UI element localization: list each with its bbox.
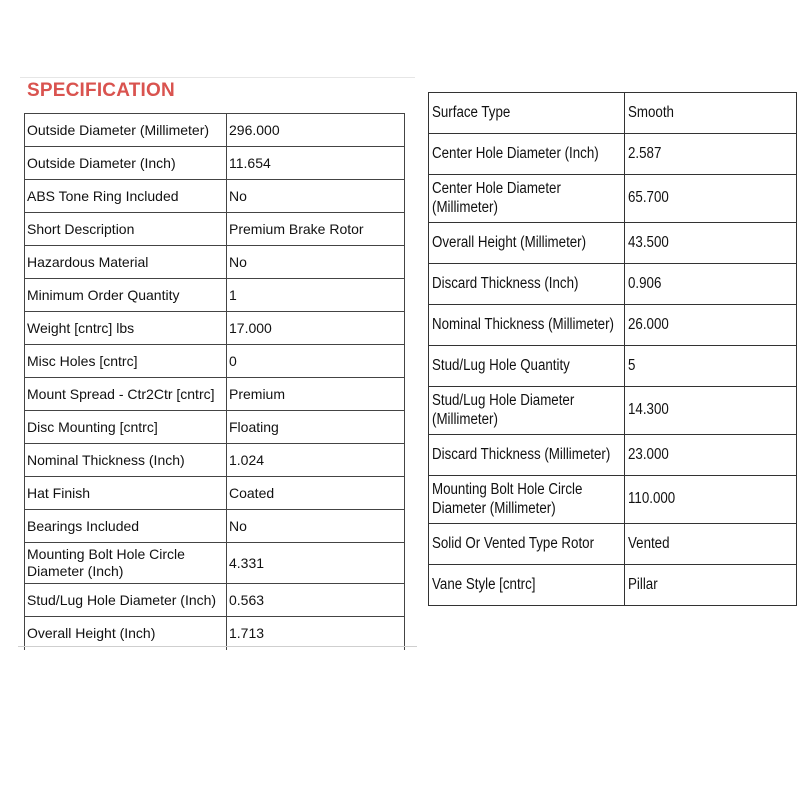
spec-value: 26.000 — [628, 315, 669, 333]
spec-value: 1.024 — [227, 444, 405, 477]
table-row — [429, 175, 797, 223]
spec-value: Pillar — [628, 575, 658, 593]
table-row — [429, 387, 797, 435]
table-row — [25, 114, 405, 147]
spec-value: Coated — [227, 477, 405, 510]
spec-value: 5 — [628, 356, 636, 374]
title-divider — [20, 77, 415, 78]
table-row — [25, 147, 405, 180]
table-row — [429, 476, 797, 524]
table-row — [429, 264, 797, 305]
spec-label: Solid Or Vented Type Rotor — [432, 534, 595, 552]
table-row — [25, 180, 405, 213]
spec-label: Weight [cntrc] lbs — [25, 312, 227, 345]
table-row — [25, 444, 405, 477]
spec-value: Premium Brake Rotor — [227, 213, 405, 246]
table-row — [25, 213, 405, 246]
spec-value: No — [227, 180, 405, 213]
spec-value: 2.587 — [628, 144, 662, 162]
spec-label: Discard Thickness (Millimeter) — [432, 445, 611, 463]
spec-label: Vane Style [cntrc] — [432, 575, 536, 593]
table-row — [429, 565, 797, 606]
spec-label: Hat Finish — [25, 477, 227, 510]
table-row — [25, 477, 405, 510]
spec-label: Mounting Bolt Hole Circle Diameter (Inch) — [25, 543, 227, 584]
spec-table-right — [428, 92, 797, 606]
spec-value: Vented — [628, 534, 670, 552]
spec-value: 296.000 — [227, 114, 405, 147]
table-row — [25, 246, 405, 279]
table-row — [429, 134, 797, 175]
table-row — [25, 584, 405, 617]
spec-value: 11.654 — [227, 147, 405, 180]
spec-label: Surface Type — [432, 103, 511, 121]
spec-label: Minimum Order Quantity — [25, 279, 227, 312]
spec-label: Misc Holes [cntrc] — [25, 345, 227, 378]
spec-value: 43.500 — [628, 233, 669, 251]
spec-value: 14.300 — [628, 401, 669, 419]
spec-label: Outside Diameter (Inch) — [25, 147, 227, 180]
spec-label: Stud/Lug Hole Diameter (Millimeter) — [432, 391, 575, 428]
spec-value: 1 — [227, 279, 405, 312]
spec-value: No — [227, 246, 405, 279]
spec-label: Mount Spread - Ctr2Ctr [cntrc] — [25, 378, 227, 411]
table-row — [429, 524, 797, 565]
spec-value: Floating — [227, 411, 405, 444]
table-row — [429, 93, 797, 134]
spec-value: 65.700 — [628, 189, 669, 207]
spec-value: 0.563 — [227, 584, 405, 617]
table-row — [25, 510, 405, 543]
spec-value: 1.713 — [227, 617, 405, 650]
spec-label: Disc Mounting [cntrc] — [25, 411, 227, 444]
spec-value: No — [227, 510, 405, 543]
spec-label: Stud/Lug Hole Diameter (Inch) — [25, 584, 227, 617]
spec-label: Center Hole Diameter (Inch) — [432, 144, 599, 162]
spec-value: 17.000 — [227, 312, 405, 345]
table-row — [429, 346, 797, 387]
table-row — [429, 435, 797, 476]
table-bottom-divider — [18, 646, 417, 647]
spec-value: 23.000 — [628, 445, 669, 463]
spec-value: 0 — [227, 345, 405, 378]
table-row — [25, 312, 405, 345]
spec-label: Stud/Lug Hole Quantity — [432, 356, 570, 374]
table-row — [429, 223, 797, 264]
spec-label: Discard Thickness (Inch) — [432, 274, 579, 292]
table-row — [25, 543, 405, 584]
page-title: SPECIFICATION — [27, 80, 175, 101]
spec-label: Center Hole Diameter (Millimeter) — [432, 179, 561, 216]
spec-table-left — [24, 113, 405, 650]
spec-value: 0.906 — [628, 274, 662, 292]
spec-label: Overall Height (Millimeter) — [432, 233, 587, 251]
spec-label: Nominal Thickness (Millimeter) — [432, 315, 614, 333]
spec-label: Outside Diameter (Millimeter) — [25, 114, 227, 147]
table-row — [25, 378, 405, 411]
table-row — [25, 345, 405, 378]
spec-label: Overall Height (Inch) — [25, 617, 227, 650]
spec-value: 110.000 — [628, 490, 676, 508]
spec-label: Hazardous Material — [25, 246, 227, 279]
spec-label: Nominal Thickness (Inch) — [25, 444, 227, 477]
spec-value: Premium — [227, 378, 405, 411]
table-row — [25, 411, 405, 444]
table-row — [25, 279, 405, 312]
spec-label: Bearings Included — [25, 510, 227, 543]
table-row — [429, 305, 797, 346]
spec-label: Short Description — [25, 213, 227, 246]
spec-label: ABS Tone Ring Included — [25, 180, 227, 213]
spec-value: Smooth — [628, 103, 674, 121]
spec-value: 4.331 — [227, 543, 405, 584]
table-row — [25, 617, 405, 650]
spec-label: Mounting Bolt Hole Circle Diameter (Millimeter) — [432, 480, 583, 517]
